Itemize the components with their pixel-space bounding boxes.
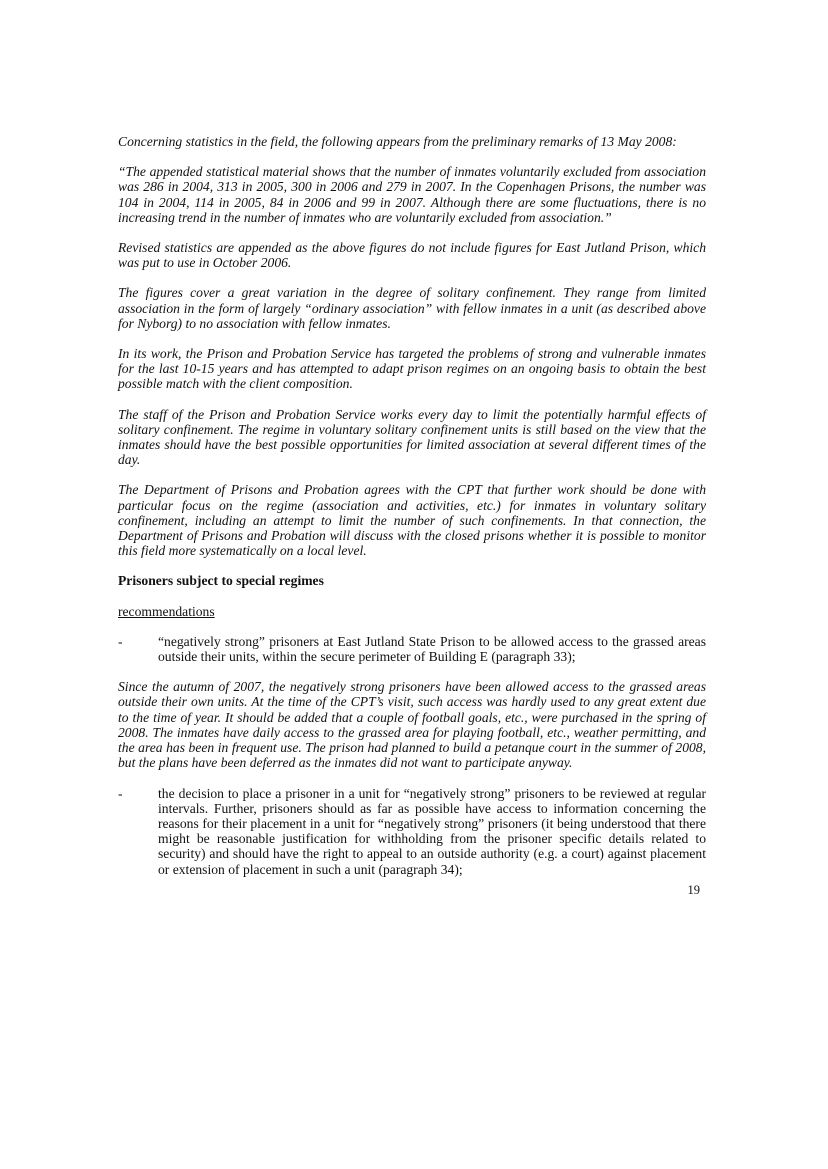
prison-service-paragraph: In its work, the Prison and Probation Service has targeted the problems of strong and vulnerable inmates for the last 10-15 years and has attempted to adapt prison regimes on an ongoing basis to obtain the best possible match with the client composition. [118,346,706,392]
recommendation-2: the decision to place a prisoner in a unit for “negatively strong” prisoners to be reviewed at regular intervals. Further, prisoners should as far as possible have access to information concerning the reasons for their placement in a unit for “negatively strong” prisoners (it being understood that there might be reasonable justification for withholding from the prisoner specific details related to security) and should have the right to appeal to an outside authority (e.g. a court) against placement or extension of placement in such a unit (paragraph 34); [158,785,706,877]
recommendation-2-row [118,786,706,877]
intro-paragraph: Concerning statistics in the field, the following appears from the preliminary remarks of 13 May 2008: [118,134,677,149]
revised-statistics-paragraph: Revised statistics are appended as the above figures do not include figures for East Jutland Prison, which was put to use in October 2006. [118,240,706,271]
staff-paragraph: The staff of the Prison and Probation Service works every day to limit the potentially harmful effects of solitary confinement. The regime in voluntary solitary confinement units is still based on the view that the inmates should have the best possible opportunities for limited association at several different times of the day. [118,406,706,468]
figures-paragraph: The figures cover a great variation in the degree of solitary confinement. They range from limited association in the form of largely “ordinary association” with fellow inmates in a unit (as described above for Nyborg) to no association with fellow inmates. [118,285,706,331]
quoted-statistics-paragraph: “The appended statistical material shows that the number of inmates voluntarily excluded from association was 286 in 2004, 313 in 2005, 300 in 2006 and 279 in 2007. In the Copenhagen Prisons, the number was 104 in 2004, 114 in 2005, 84 in 2006 and 99 in 2007. Although there are some fluctuations, there is no increasing trend in the number of inmates who are voluntarily excluded from association.” [118,164,706,225]
department-paragraph: The Department of Prisons and Probation agrees with the CPT that further work should be done with particular focus on the regime (association and activities, etc.) for inmates in voluntary solitary confinement, including an attempt to limit the number of such confinements. In that connection, the Department of Prisons and Probation will discuss with the closed prisons whether it is possible to monitor this field more systematically on a local level. [118,482,706,559]
recommendation-1-row [118,634,706,664]
section-heading: Prisoners subject to special regimes [118,573,324,589]
page-number: 19 [687,882,700,897]
bullet-marker: - [118,633,123,649]
response-1-paragraph: Since the autumn of 2007, the negatively strong prisoners have been allowed access to the grassed areas outside their own units. At the time of the CPT’s visit, such access was hardly used to any great extent due to the time of year. It should be added that a couple of football goals, etc., were purchased in the spring of 2008. The inmates have daily access to the grassed area for playing football, etc., weather permitting, and the area has been in frequent use. The prison had planned to build a petanque court in the summer of 2008, but the plans have been deferred as the inmates did not want to participate anyway. [118,679,706,771]
recommendation-1: “negatively strong” prisoners at East Jutland State Prison to be allowed access to the grassed areas outside their units, within the secure perimeter of Building E (paragraph 33); [158,633,706,665]
recommendations-subheading: recommendations [118,603,215,619]
page-body [118,134,706,898]
bullet-marker: - [118,785,123,801]
